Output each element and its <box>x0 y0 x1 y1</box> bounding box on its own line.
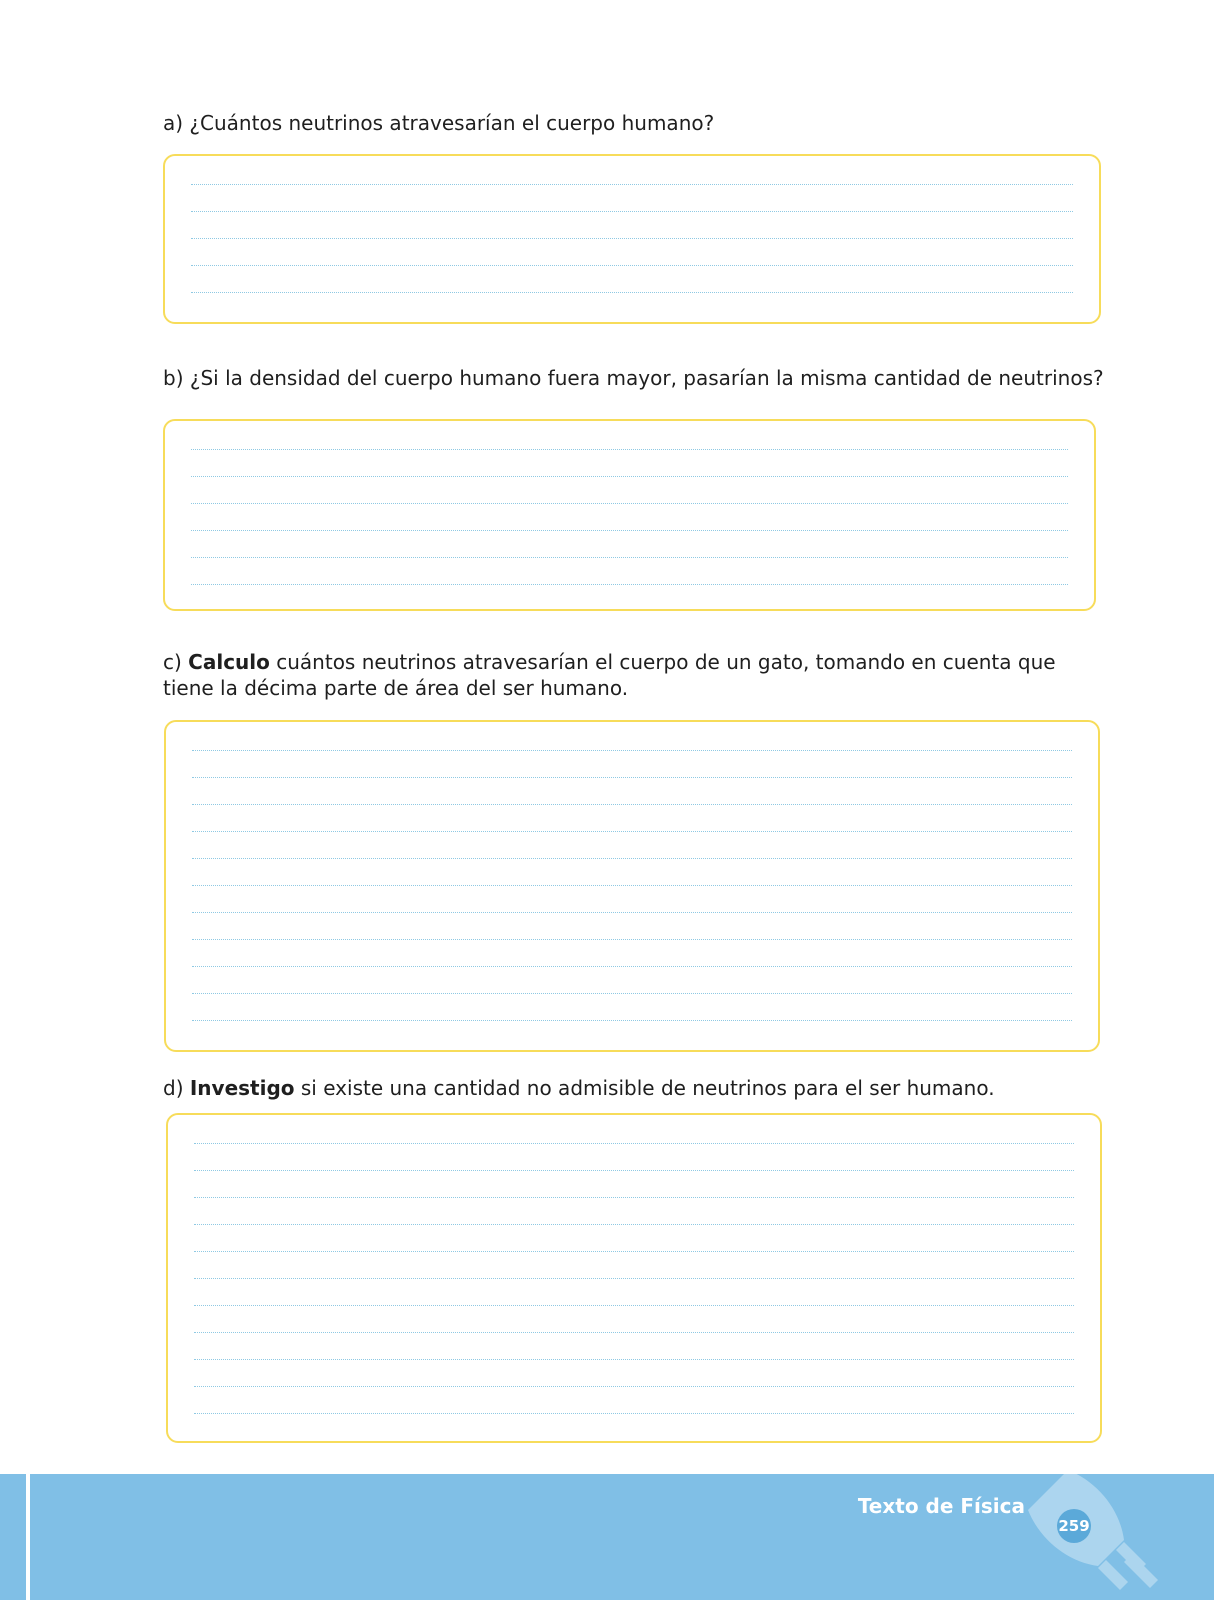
writing-line <box>194 1332 1074 1333</box>
page-footer <box>0 1474 1214 1600</box>
writing-line <box>194 1224 1074 1225</box>
question-text: si existe una cantidad no admisible de neutrinos para el ser humano. <box>300 1076 995 1100</box>
question-text: cuántos neutrinos atravesarían el cuerpo de un gato, tomando en cuenta que tiene la décima parte de área del ser humano. <box>163 650 1056 700</box>
question-verb: Calculo <box>188 650 270 674</box>
writing-line <box>194 1278 1074 1279</box>
writing-line <box>194 1305 1074 1306</box>
question-letter: c) <box>163 650 182 674</box>
writing-line <box>192 777 1072 778</box>
writing-line <box>191 184 1073 185</box>
question-b <box>163 365 1104 391</box>
answer-box-b[interactable] <box>163 419 1096 611</box>
question-letter: d) <box>163 1076 184 1100</box>
writing-line <box>192 939 1072 940</box>
writing-line <box>192 750 1072 751</box>
answer-box-d[interactable] <box>166 1113 1102 1443</box>
answer-box-c[interactable] <box>164 720 1100 1052</box>
writing-line <box>191 584 1068 585</box>
writing-line <box>194 1386 1074 1387</box>
writing-line <box>191 449 1068 450</box>
footer-edge-stripe <box>26 1474 30 1600</box>
writing-line <box>192 804 1072 805</box>
question-text: ¿Si la densidad del cuerpo humano fuera mayor, pasarían la misma cantidad de neutrinos? <box>189 366 1104 390</box>
answer-box-a[interactable] <box>163 154 1101 324</box>
writing-line <box>192 858 1072 859</box>
question-text: ¿Cuántos neutrinos atravesarían el cuerpo humano? <box>189 111 715 135</box>
writing-line <box>191 503 1068 504</box>
writing-line <box>192 1020 1072 1021</box>
writing-line <box>191 238 1073 239</box>
question-letter: b) <box>163 366 184 390</box>
writing-line <box>192 912 1072 913</box>
writing-line <box>194 1197 1074 1198</box>
writing-line <box>191 265 1073 266</box>
writing-line <box>192 885 1072 886</box>
writing-line <box>194 1170 1074 1171</box>
writing-line <box>191 557 1068 558</box>
page-number: 259 <box>1057 1509 1091 1543</box>
writing-line <box>194 1143 1074 1144</box>
writing-line <box>192 831 1072 832</box>
writing-line <box>192 993 1072 994</box>
writing-line <box>191 530 1068 531</box>
writing-line <box>191 292 1073 293</box>
question-letter: a) <box>163 111 184 135</box>
question-d <box>163 1075 995 1101</box>
writing-line <box>192 966 1072 967</box>
writing-line <box>191 476 1068 477</box>
writing-line <box>191 211 1073 212</box>
book-title: Texto de Física <box>857 1494 1025 1518</box>
question-a <box>163 110 714 136</box>
writing-line <box>194 1413 1074 1414</box>
rocket-icon <box>1028 1462 1168 1602</box>
writing-line <box>194 1251 1074 1252</box>
question-verb: Investigo <box>189 1076 295 1100</box>
writing-line <box>194 1359 1074 1360</box>
question-c <box>163 649 1103 701</box>
